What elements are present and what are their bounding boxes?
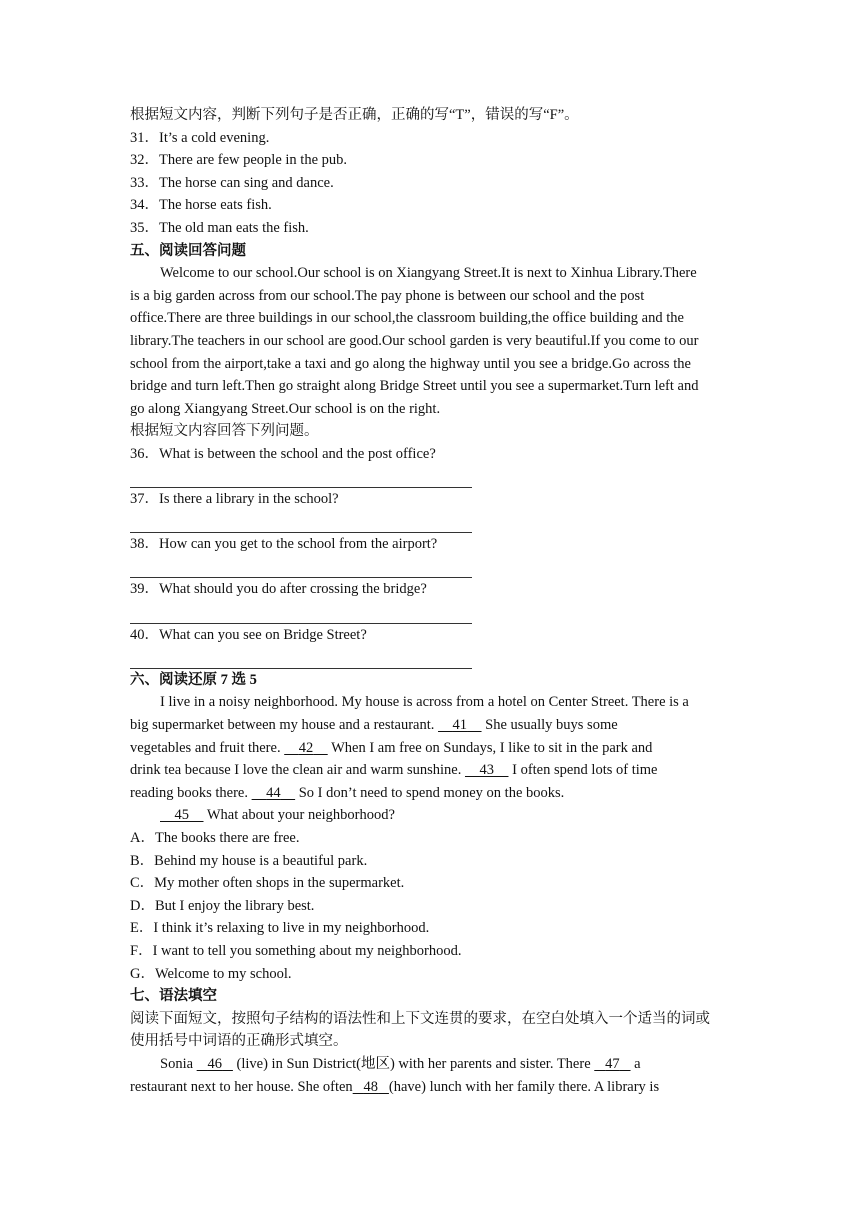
blank-number: 45 xyxy=(174,807,189,824)
passage-line xyxy=(130,737,734,760)
blank-43[interactable] xyxy=(465,762,509,778)
answer-line-40[interactable] xyxy=(130,646,472,669)
section6-heading: 六、阅读还原 7 选 5 xyxy=(130,671,257,688)
tf-item-33: 33．The horse can sing and dance. xyxy=(130,174,334,191)
blank-number: 41 xyxy=(452,717,468,734)
passage-line xyxy=(130,1076,734,1099)
passage-text: big supermarket between my house and a restaurant. xyxy=(130,717,435,734)
section4-instruction: 根据短文内容，判断下列句子是否正确，正确的写“T”，错误的写“F”。 xyxy=(130,107,579,123)
question-36: 36．What is between the school and the post office? xyxy=(130,445,436,462)
passage-line: go along Xiangyang Street.Our school is on the right. xyxy=(130,400,441,417)
passage-text: I often spend lots of time xyxy=(512,762,658,779)
blank-46[interactable] xyxy=(197,1056,233,1072)
question-39: 39．What should you do after crossing the bridge? xyxy=(130,581,427,598)
passage-line: I live in a noisy neighborhood. My house is across from a hotel on Center Street. There is a xyxy=(160,694,689,711)
passage-text: drink tea because I love the clean air and warm sunshine. xyxy=(130,762,462,779)
section7-instruction: 阅读下面短文，按照句子结构的语法性和上下文连贯的要求，在空白处填入一个适当的词或 xyxy=(130,1010,710,1027)
passage-text: a xyxy=(634,1055,641,1072)
blank-47[interactable] xyxy=(594,1056,630,1072)
passage-text: (have) lunch with her family there. A library is xyxy=(388,1078,660,1095)
passage-line: Welcome to our school.Our school is on Xiangyang Street.It is next to Xinhua Library.There xyxy=(160,265,697,282)
passage-line xyxy=(130,1053,734,1076)
option-f: F．I want to tell you something about my neighborhood. xyxy=(130,942,462,959)
blank-48[interactable] xyxy=(353,1079,389,1095)
passage-line: school from the airport,take a taxi and go along the highway until you see a bridge.Go across the xyxy=(130,355,691,372)
question-37: 37．Is there a library in the school? xyxy=(130,491,339,508)
answer-line-36[interactable] xyxy=(130,466,472,489)
answer-line-37[interactable] xyxy=(130,511,472,534)
blank-number: 47 xyxy=(605,1055,620,1072)
answer-line-39[interactable] xyxy=(130,601,472,624)
passage-line: is a big garden across from our school.The pay phone is between our school and the post xyxy=(130,287,645,304)
passage-text: reading books there. xyxy=(130,784,248,801)
blank-42[interactable] xyxy=(284,740,328,756)
section7-heading: 七、语法填空 xyxy=(130,988,217,1005)
option-g: G．Welcome to my school. xyxy=(130,965,292,982)
worksheet-page xyxy=(130,104,734,1098)
tf-item-32: 32．There are few people in the pub. xyxy=(130,152,348,169)
answer-line-38[interactable] xyxy=(130,556,472,579)
question-38: 38．How can you get to the school from the airport? xyxy=(130,536,438,553)
option-a: A．The books there are free. xyxy=(130,830,300,846)
option-d: D．But I enjoy the library best. xyxy=(130,897,315,914)
option-e: E．I think it’s relaxing to live in my neighborhood. xyxy=(130,920,430,937)
passage-line xyxy=(130,804,734,827)
blank-number: 46 xyxy=(207,1055,223,1072)
blank-number: 43 xyxy=(479,762,494,779)
tf-item-35: 35．The old man eats the fish. xyxy=(130,219,309,236)
passage-line: bridge and turn left.Then go straight along Bridge Street until you see a supermarket.Turn left and xyxy=(130,378,699,395)
passage-line xyxy=(130,714,734,737)
blank-44[interactable] xyxy=(252,785,296,801)
passage-line: library.The teachers in our school are good.Our school garden is very beautiful.If you come to our xyxy=(130,332,699,349)
section5-instruction: 根据短文内容回答下列问题。 xyxy=(130,423,319,440)
passage-line xyxy=(130,782,734,805)
blank-45[interactable] xyxy=(160,807,204,823)
passage-text: vegetables and fruit there. xyxy=(130,739,281,756)
blank-number: 42 xyxy=(298,739,314,756)
passage-text: What about your neighborhood? xyxy=(206,807,395,824)
question-40: 40．What can you see on Bridge Street? xyxy=(130,626,367,643)
passage-text: restaurant next to her house. She often xyxy=(130,1078,353,1095)
section7-instruction: 使用括号中词语的正确形式填空。 xyxy=(130,1033,348,1050)
passage-text: (live) in Sun District(地区) with her parents and sister. There xyxy=(236,1055,591,1072)
passage-line xyxy=(130,759,734,782)
section5-heading: 五、阅读回答问题 xyxy=(130,242,246,259)
option-b: B．Behind my house is a beautiful park. xyxy=(130,852,368,869)
passage-text: So I don’t need to spend money on the books. xyxy=(298,784,565,801)
blank-number: 44 xyxy=(266,784,281,801)
passage-text: When I am free on Sundays, I like to sit in the park and xyxy=(331,739,653,756)
passage-text: Sonia xyxy=(160,1055,194,1072)
tf-item-34: 34．The horse eats fish. xyxy=(130,197,272,214)
blank-number: 48 xyxy=(363,1078,379,1095)
option-c: C．My mother often shops in the supermarket. xyxy=(130,875,405,892)
blank-41[interactable] xyxy=(438,717,482,733)
passage-line: office.There are three buildings in our school,the classroom building,the office building and the xyxy=(130,310,684,327)
tf-item-31: 31．It’s a cold evening. xyxy=(130,129,270,146)
passage-text: She usually buys some xyxy=(485,717,618,734)
